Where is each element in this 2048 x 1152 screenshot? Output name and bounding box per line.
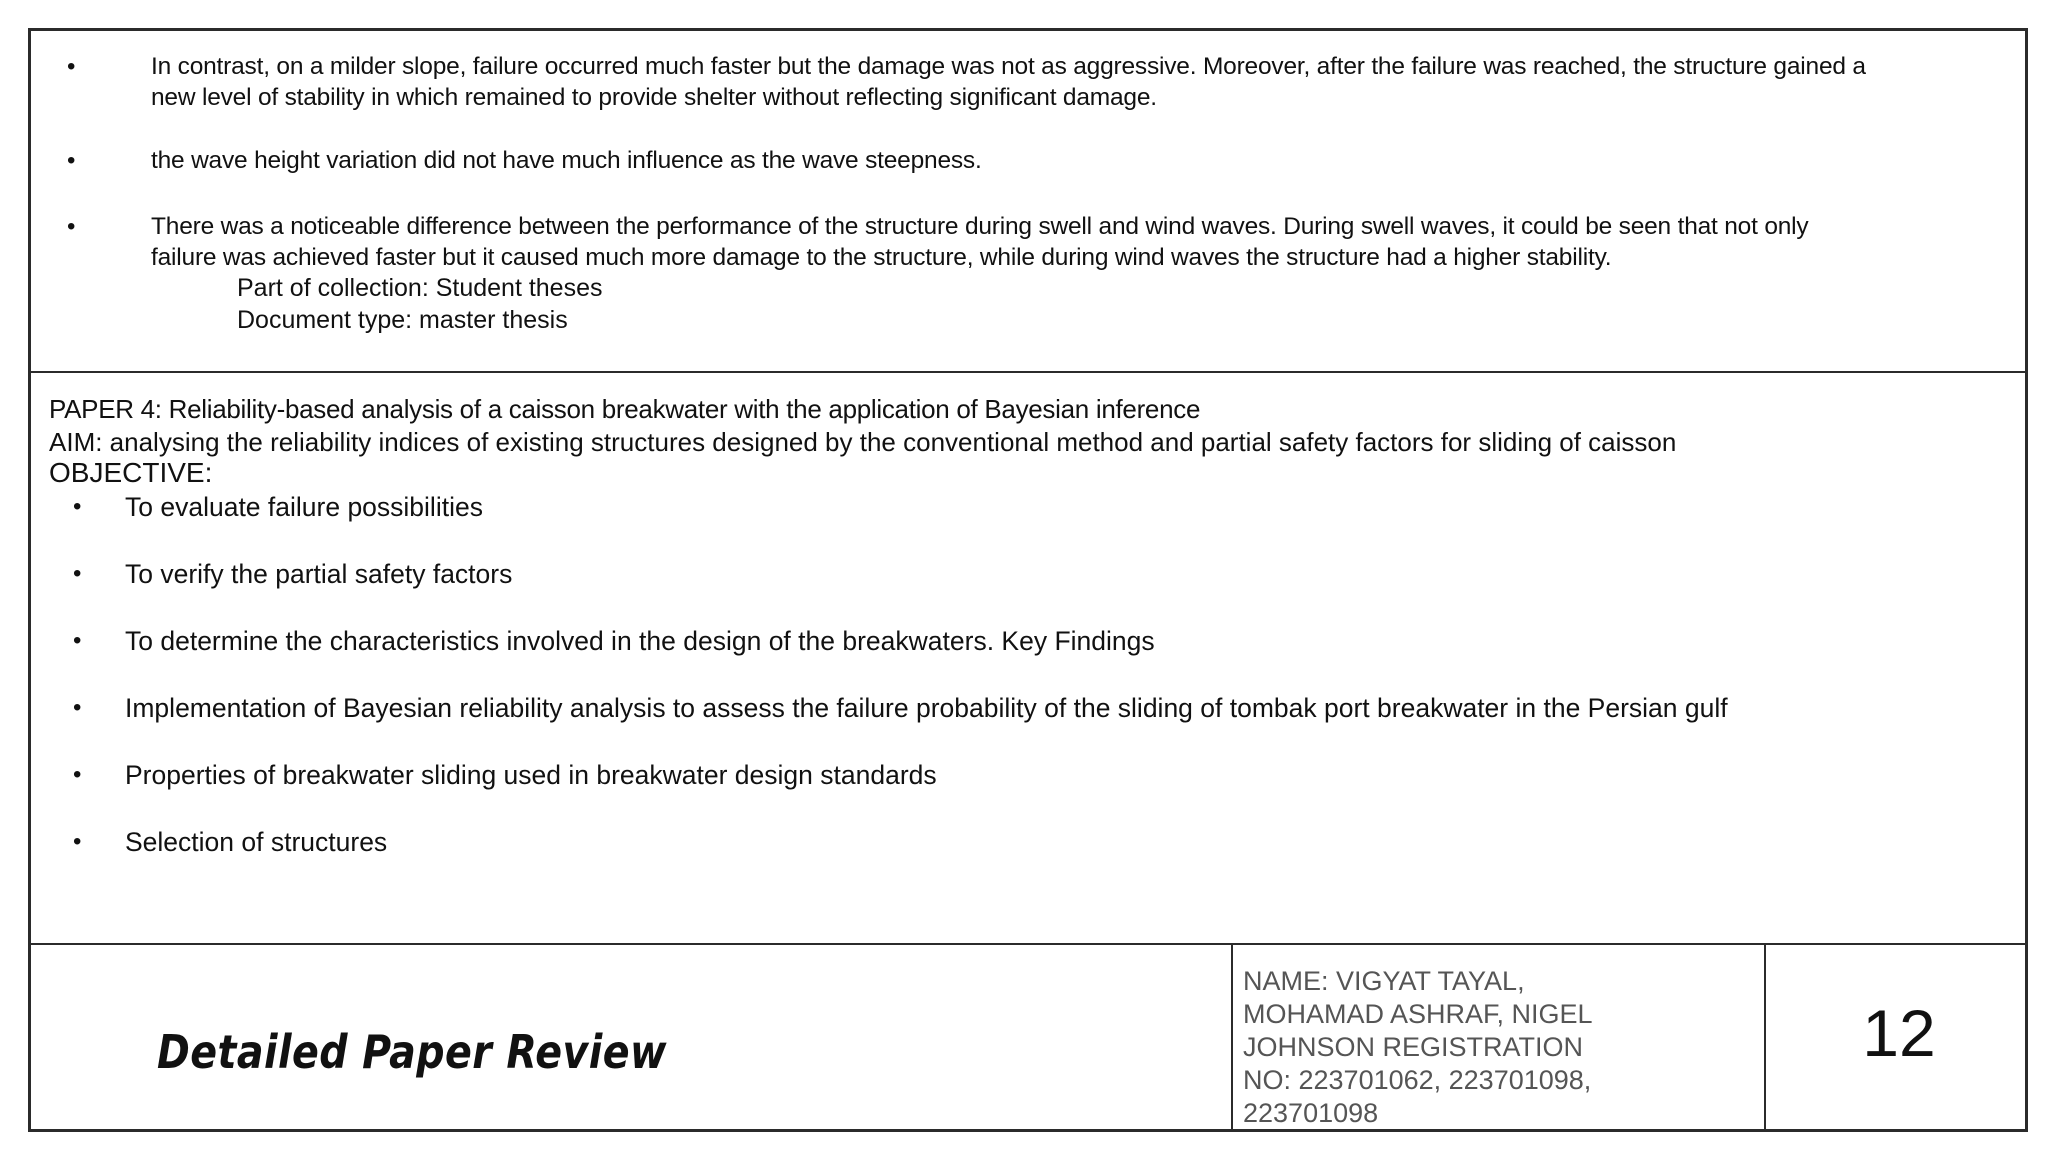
page-number: 12 xyxy=(1862,996,1936,1070)
finding-item-text: Implementation of Bayesian reliability analysis to assess the failure probability of the sliding of tombak port breakwater in the Persian gulf xyxy=(125,693,1728,723)
document-frame xyxy=(28,28,2028,1132)
paper-title: PAPER 4: Reliability-based analysis of a caisson breakwater with the application of Bayesian inference xyxy=(49,394,1201,424)
footer xyxy=(31,945,2025,1132)
author-line: NO: 223701062, 223701098, xyxy=(1243,1065,1592,1095)
finding-text-line: failure was achieved faster but it caused much more damage to the structure, while during wind waves the structure had a higher stability. xyxy=(151,244,1612,271)
bullet-icon: • xyxy=(67,147,76,174)
bullet-icon: • xyxy=(73,627,82,654)
bullet-icon: • xyxy=(73,560,82,587)
objective-item-text: To determine the characteristics involved in the design of the breakwaters. Key Findings xyxy=(125,626,1155,656)
finding-text-line: There was a noticeable difference between the performance of the structure during swell and wind waves. During swell waves, it could be seen that not only xyxy=(151,213,1809,240)
bullet-icon: • xyxy=(73,694,82,721)
footer-divider xyxy=(1764,945,1766,1132)
bullet-icon: • xyxy=(73,761,82,788)
finding-text-line: In contrast, on a milder slope, failure occurred much faster but the damage was not as aggressive. Moreover, after the failure was reached, the structure gained a xyxy=(151,53,1866,80)
document-type-label: Document type: master thesis xyxy=(237,306,568,334)
aim-text: AIM: analysing the reliability indices of existing structures designed by the conventional method and partial safety factors for sliding of caisson xyxy=(49,427,1677,457)
bullet-icon: • xyxy=(67,53,76,80)
finding-item-text: Selection of structures xyxy=(125,827,388,857)
finding-text-line: new level of stability in which remained to provide shelter without reflecting significant damage. xyxy=(151,84,1157,111)
objective-label: OBJECTIVE: xyxy=(49,457,213,488)
bullet-icon: • xyxy=(67,213,76,240)
author-names xyxy=(1243,965,1763,1130)
author-line: MOHAMAD ASHRAF, NIGEL xyxy=(1243,999,1593,1029)
review-title: Detailed Paper Review xyxy=(157,1025,667,1079)
footer-divider xyxy=(1231,945,1233,1132)
objective-item-text: To verify the partial safety factors xyxy=(125,559,513,589)
bullet-icon: • xyxy=(73,828,82,855)
author-line: 223701098 xyxy=(1243,1098,1379,1128)
paper-4-section xyxy=(31,373,2025,945)
finding-text-line: the wave height variation did not have much influence as the wave steepness. xyxy=(151,147,982,174)
collection-label: Part of collection: Student theses xyxy=(237,274,603,302)
findings-section xyxy=(31,31,2025,371)
bullet-icon: • xyxy=(73,493,82,520)
objective-item-text: To evaluate failure possibilities xyxy=(125,492,483,522)
author-line: JOHNSON REGISTRATION xyxy=(1243,1032,1584,1062)
author-line: NAME: VIGYAT TAYAL, xyxy=(1243,966,1525,996)
finding-item-text: Properties of breakwater sliding used in breakwater design standards xyxy=(125,760,937,790)
